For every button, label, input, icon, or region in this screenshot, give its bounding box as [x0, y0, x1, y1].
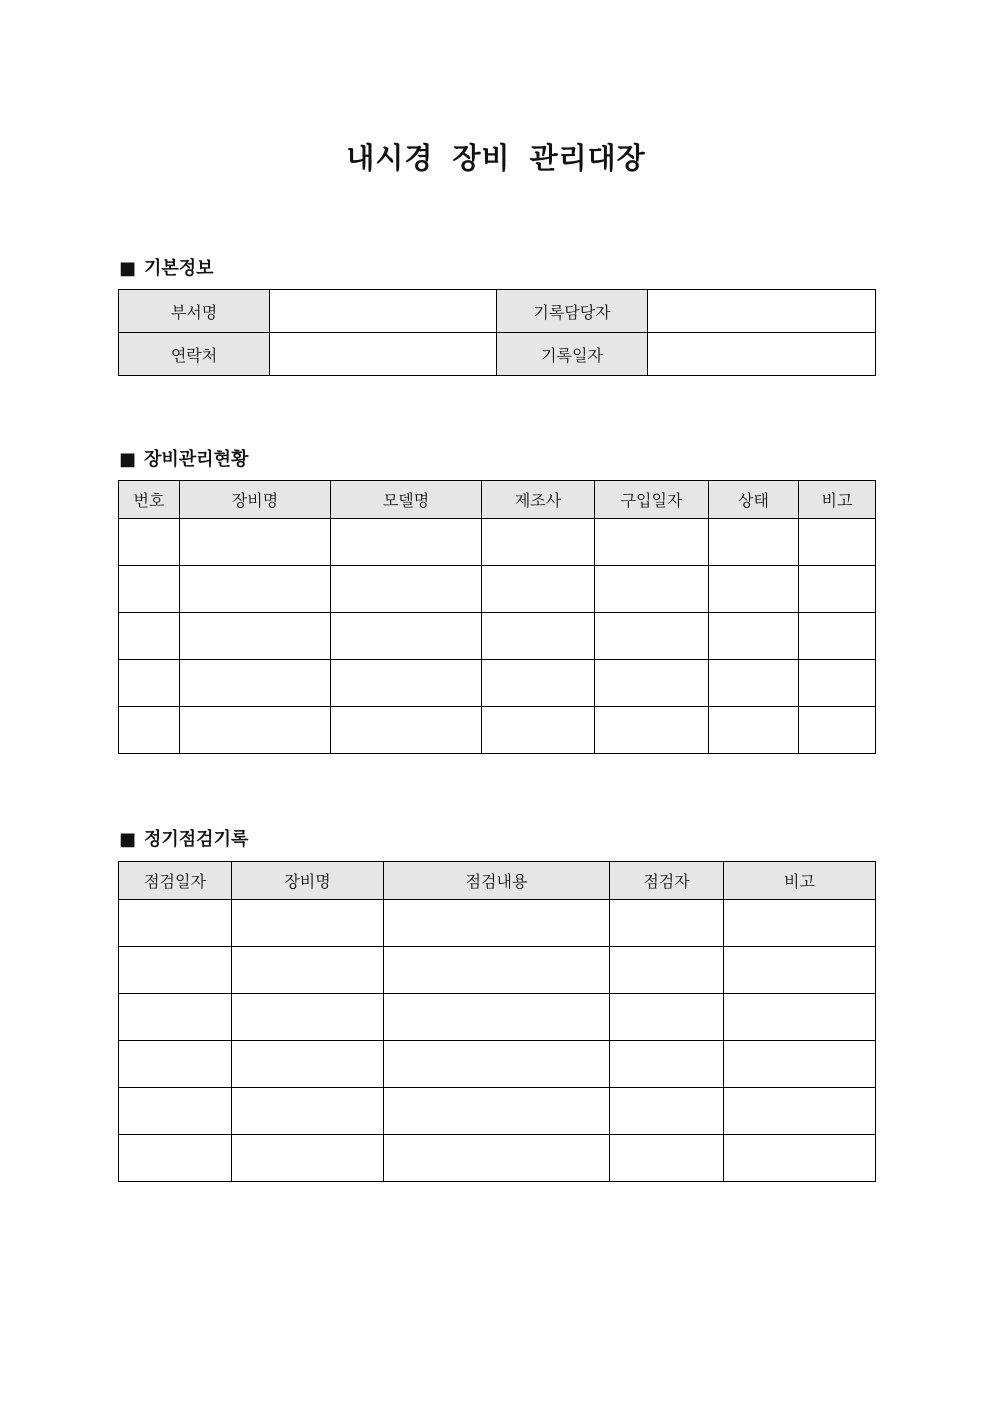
table-row [119, 333, 876, 376]
table-row [119, 290, 876, 333]
table-cell[interactable] [232, 1135, 384, 1182]
column-header-inspection-details: 점검내용 [384, 862, 610, 900]
table-cell[interactable] [119, 1088, 232, 1135]
table-row [119, 1135, 876, 1182]
column-header-purchase-date: 구입일자 [595, 481, 709, 519]
table-cell[interactable] [610, 1135, 724, 1182]
table-cell[interactable] [180, 613, 331, 660]
page-title: 내시경 장비 관리대장 [346, 141, 646, 175]
table-cell[interactable] [119, 707, 180, 754]
table-cell[interactable] [799, 519, 876, 566]
table-cell[interactable] [180, 707, 331, 754]
table-cell[interactable] [595, 519, 709, 566]
table-cell[interactable] [610, 900, 724, 947]
equipment-status-table [118, 480, 876, 754]
table-cell[interactable] [799, 660, 876, 707]
inspection-log-heading-text: 정기점검기록 [144, 829, 249, 850]
table-cell[interactable] [119, 947, 232, 994]
table-row [119, 566, 876, 613]
table-cell[interactable] [232, 947, 384, 994]
table-row [119, 1088, 876, 1135]
table-header-row [119, 862, 876, 900]
recorder-field[interactable] [648, 290, 876, 333]
inspection-log-heading [119, 825, 248, 851]
column-header-equipment-name: 장비명 [180, 481, 331, 519]
table-row [119, 519, 876, 566]
department-label: 부서명 [119, 290, 270, 333]
inspection-log-table [118, 861, 876, 1182]
table-cell[interactable] [595, 613, 709, 660]
column-header-manufacturer: 제조사 [482, 481, 595, 519]
contact-field[interactable] [270, 333, 497, 376]
contact-label: 연락처 [119, 333, 270, 376]
table-cell[interactable] [709, 707, 799, 754]
column-header-model-name: 모델명 [331, 481, 482, 519]
column-header-equipment-name: 장비명 [232, 862, 384, 900]
table-cell[interactable] [331, 519, 482, 566]
table-cell[interactable] [331, 566, 482, 613]
column-header-status: 상태 [709, 481, 799, 519]
table-cell[interactable] [119, 994, 232, 1041]
table-cell[interactable] [799, 566, 876, 613]
basic-info-table [118, 289, 876, 376]
table-cell[interactable] [610, 947, 724, 994]
table-cell[interactable] [384, 1135, 610, 1182]
table-cell[interactable] [724, 1088, 876, 1135]
table-cell[interactable] [119, 1135, 232, 1182]
table-cell[interactable] [384, 1041, 610, 1088]
table-cell[interactable] [331, 613, 482, 660]
table-cell[interactable] [384, 900, 610, 947]
table-cell[interactable] [724, 947, 876, 994]
table-cell[interactable] [331, 707, 482, 754]
table-cell[interactable] [724, 1041, 876, 1088]
record-date-field[interactable] [648, 333, 876, 376]
table-cell[interactable] [180, 566, 331, 613]
table-row [119, 1041, 876, 1088]
square-bullet-icon: ■ [119, 258, 137, 279]
table-cell[interactable] [180, 660, 331, 707]
basic-info-heading-text: 기본정보 [144, 258, 214, 279]
table-cell[interactable] [724, 1135, 876, 1182]
table-cell[interactable] [331, 660, 482, 707]
table-cell[interactable] [119, 613, 180, 660]
equipment-status-heading-text: 장비관리현황 [144, 449, 249, 470]
department-field[interactable] [270, 290, 497, 333]
table-cell[interactable] [610, 1088, 724, 1135]
table-cell[interactable] [595, 707, 709, 754]
table-cell[interactable] [482, 660, 595, 707]
table-cell[interactable] [180, 519, 331, 566]
table-cell[interactable] [610, 1041, 724, 1088]
table-cell[interactable] [595, 566, 709, 613]
table-cell[interactable] [232, 1088, 384, 1135]
square-bullet-icon: ■ [119, 829, 137, 850]
table-cell[interactable] [724, 994, 876, 1041]
table-cell[interactable] [119, 566, 180, 613]
square-bullet-icon: ■ [119, 449, 137, 470]
table-cell[interactable] [119, 1041, 232, 1088]
table-cell[interactable] [799, 707, 876, 754]
table-cell[interactable] [724, 900, 876, 947]
table-cell[interactable] [709, 613, 799, 660]
recorder-label: 기록담당자 [497, 290, 648, 333]
table-cell[interactable] [232, 1041, 384, 1088]
table-row [119, 994, 876, 1041]
table-cell[interactable] [482, 566, 595, 613]
table-cell[interactable] [595, 660, 709, 707]
column-header-inspector: 점검자 [610, 862, 724, 900]
table-cell[interactable] [232, 994, 384, 1041]
table-cell[interactable] [384, 1088, 610, 1135]
table-cell[interactable] [709, 660, 799, 707]
column-header-remarks: 비고 [724, 862, 876, 900]
table-cell[interactable] [119, 519, 180, 566]
table-cell[interactable] [610, 994, 724, 1041]
table-cell[interactable] [482, 519, 595, 566]
table-row [119, 613, 876, 660]
table-cell[interactable] [384, 947, 610, 994]
table-cell[interactable] [482, 613, 595, 660]
table-cell[interactable] [709, 519, 799, 566]
basic-info-heading [119, 254, 214, 280]
record-date-label: 기록일자 [497, 333, 648, 376]
table-cell[interactable] [232, 900, 384, 947]
table-cell[interactable] [799, 613, 876, 660]
equipment-status-heading [119, 445, 248, 471]
table-header-row [119, 481, 876, 519]
table-cell[interactable] [119, 900, 232, 947]
table-cell[interactable] [384, 994, 610, 1041]
table-row [119, 707, 876, 754]
table-cell[interactable] [709, 566, 799, 613]
table-row [119, 947, 876, 994]
column-header-remarks: 비고 [799, 481, 876, 519]
table-cell[interactable] [482, 707, 595, 754]
table-row [119, 900, 876, 947]
table-cell[interactable] [119, 660, 180, 707]
column-header-inspection-date: 점검일자 [119, 862, 232, 900]
column-header-number: 번호 [119, 481, 180, 519]
table-row [119, 660, 876, 707]
